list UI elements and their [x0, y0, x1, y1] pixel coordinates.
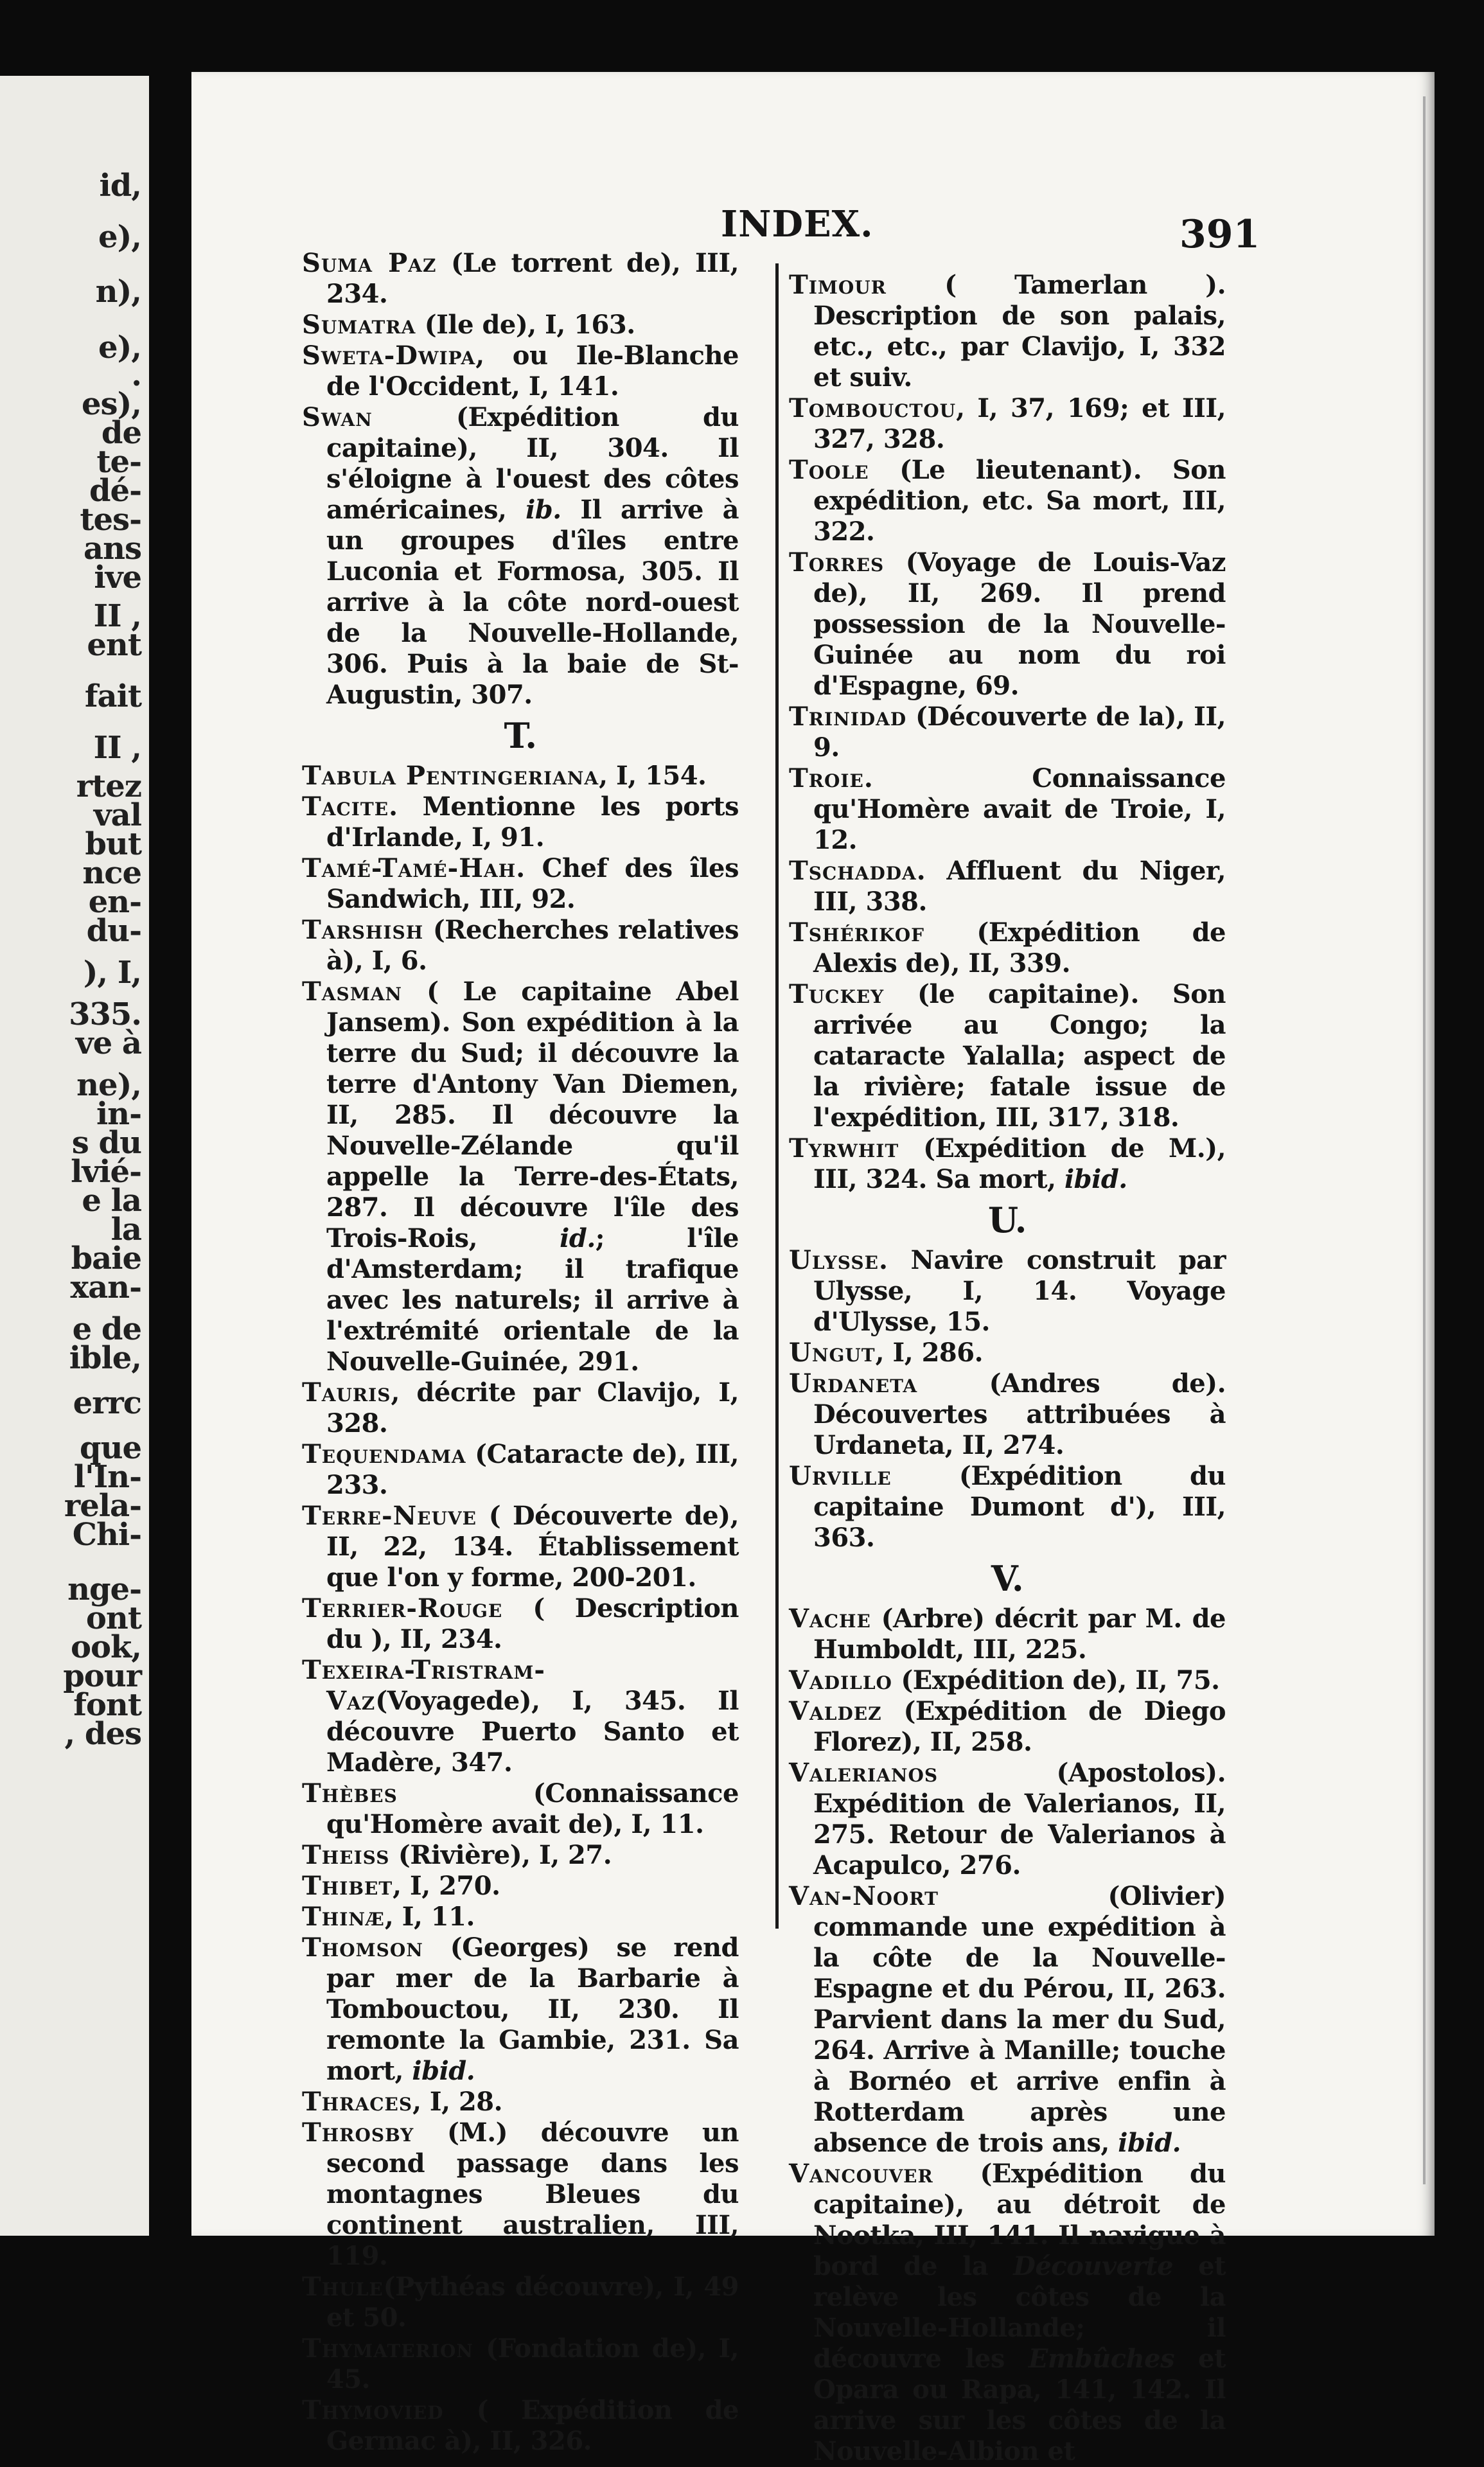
- facing-page-fragment: pour: [63, 1658, 141, 1694]
- facing-page-strip: [0, 76, 149, 2236]
- facing-page-fragment: but: [85, 826, 141, 862]
- entry-headword: Tauris: [302, 1377, 391, 1408]
- index-entry: [789, 1758, 1226, 1881]
- entry-headword: Suma Paz: [302, 248, 437, 278]
- entry-headword: Toole: [789, 455, 869, 485]
- entry-headword: Tyrwhit: [789, 1133, 899, 1163]
- facing-page-fragment: .: [131, 357, 141, 393]
- entry-headword: Texeira-Tristram-Vaz: [302, 1655, 546, 1716]
- index-entry: [789, 702, 1226, 763]
- facing-page-fragment: ), I,: [83, 955, 141, 991]
- facing-page-fragment: font: [73, 1687, 141, 1723]
- index-entry: [302, 915, 739, 977]
- column-divider: [775, 263, 779, 1929]
- index-entry: [302, 1871, 739, 1902]
- facing-page-fragment: ent: [87, 627, 141, 663]
- index-entry: [789, 393, 1226, 455]
- page-number: 391: [1179, 212, 1260, 257]
- index-entry: [302, 2395, 739, 2457]
- index-entry: [789, 2159, 1226, 2467]
- index-entry: [302, 1932, 739, 2087]
- index-entry: [302, 791, 739, 853]
- facing-page-fragment: ve à: [75, 1025, 141, 1061]
- index-entry: [302, 2272, 739, 2333]
- entry-text: ( Tamerlan ). Description de son palais, etc., etc., par Clavijo, I, 332 et suiv.: [813, 270, 1226, 393]
- facing-page-fragment: dé-: [89, 473, 141, 509]
- facing-page-fragment: ive: [94, 560, 141, 596]
- entry-headword: Thymovied: [302, 2395, 444, 2425]
- entry-headword: Tequendama: [302, 1439, 466, 1469]
- facing-page-fragment: ans: [83, 531, 141, 567]
- entry-text: , I, 11.: [384, 1902, 475, 1932]
- entry-text: (le capitaine). Son arrivée au Congo; la cataracte Yalalla; aspect de la rivière; fatale issue de l'expédition, III, 317, 318.: [813, 979, 1226, 1133]
- entry-text: (Expédition du capitaine), au détroit de Nootka, III, 141. Il navigue à bord de la: [813, 2159, 1226, 2281]
- entry-headword: Tombouctou: [789, 393, 957, 423]
- section-letter: U.: [988, 1199, 1027, 1241]
- index-entry: [302, 1439, 739, 1501]
- entry-headword: Thibet: [302, 1871, 393, 1901]
- facing-page-fragment: te-: [96, 444, 141, 480]
- entry-text: . Connaissance qu'Homère avait de Troie, I, 12.: [813, 763, 1226, 855]
- entry-text: , ou Ile-Blanche de l'Occident, I, 141.: [326, 340, 739, 402]
- entry-headword: Thraces: [302, 2087, 413, 2117]
- facing-page-fragment: II ,: [93, 730, 141, 766]
- facing-page-fragment: II ,: [93, 598, 141, 634]
- entry-text: , I, 286.: [875, 1338, 983, 1368]
- entry-headword: Thomson: [302, 1932, 423, 1963]
- entry-text-cont: et Opara ou Rapa, 141, 142. Il arrive sur les côtes de la Nouvelle-Albion et: [813, 2344, 1226, 2466]
- facing-page-fragment: e),: [98, 330, 141, 366]
- facing-page-fragment: in-: [96, 1096, 141, 1132]
- facing-page-fragment: xan-: [70, 1269, 141, 1305]
- index-entry: [302, 310, 739, 340]
- facing-page-fragment: 335.: [69, 996, 141, 1032]
- entry-text: , I, 37, 169; et III, 327, 328.: [813, 393, 1226, 454]
- entry-headword: Thèbes: [302, 1778, 398, 1808]
- entry-text: (Georges) se rend par mer de la Barbarie à Tombouctou, II, 230. Il remonte la Gambie, 231. Sa mort,: [326, 1932, 739, 2086]
- facing-page-fragment: que: [80, 1430, 141, 1466]
- entry-headword: Ulysse: [789, 1245, 879, 1275]
- entry-text-cont: et relève les côtes de la Nouvelle-Hollande; il découvre les: [813, 2251, 1226, 2374]
- entry-headword: Valerianos: [789, 1758, 939, 1788]
- facing-page-fragment: l'In-: [73, 1459, 141, 1495]
- section-letter: T.: [504, 715, 537, 756]
- index-entry: [302, 2087, 739, 2118]
- index-column-left: [302, 248, 739, 2457]
- entry-text: (Voyagede), I, 345. Il découvre Puerto Santo et Madère, 347.: [326, 1686, 739, 1778]
- entry-text: . Mentionne les ports d'Irlande, I, 91.: [326, 791, 739, 853]
- entry-text: (Fondation de), I, 45.: [326, 2333, 739, 2394]
- entry-text: . Affluent du Niger, III, 338.: [813, 856, 1226, 917]
- facing-page-fragment: nce: [82, 855, 141, 891]
- facing-page-fragment: Chi-: [72, 1517, 141, 1553]
- entry-text: . Chef des îles Sandwich, III, 92.: [326, 853, 739, 914]
- entry-headword: Theiss: [302, 1840, 390, 1870]
- entry-text: , décrite par Clavijo, I, 328.: [326, 1377, 739, 1438]
- entry-text: (Ile de), I, 163.: [416, 310, 635, 340]
- entry-headword: Tacite: [302, 791, 389, 822]
- entry-headword: Timour: [789, 270, 887, 300]
- entry-text: ( Découverte de), II, 22, 134. Établissement que l'on y forme, 200-201.: [326, 1501, 739, 1593]
- facing-page-fragment: es),: [82, 386, 141, 422]
- index-entry: [302, 248, 739, 310]
- entry-text: (Olivier) commande une expédition à la côte de la Nouvelle-Espagne et du Pérou, II, 263. Parvient dans la mer du Sud, 264. Arrive à Manille; touche à Bornéo et arrive enfin à Rotterdam après une absence de trois ans,: [813, 1881, 1226, 2158]
- entry-text: (Recherches relatives à), I, 6.: [326, 915, 739, 976]
- facing-page-fragment: errc: [73, 1385, 141, 1421]
- entry-text: (Expédition du capitaine), II, 304. Il s'éloigne à l'ouest des côtes américaines,: [326, 402, 739, 525]
- facing-page-fragment: tes-: [80, 502, 141, 538]
- entry-headword: Tshérikof: [789, 917, 925, 948]
- index-entry: [302, 402, 739, 711]
- index-entry: [789, 763, 1226, 856]
- index-entry: [789, 979, 1226, 1133]
- index-entry: [789, 856, 1226, 917]
- entry-headword: Tuckey: [789, 979, 885, 1009]
- entry-headword: Torres: [789, 547, 885, 578]
- facing-page-fragment: , des: [64, 1716, 141, 1752]
- entry-italic: ibid.: [1118, 2128, 1181, 2158]
- facing-page-fragment: ont: [85, 1600, 141, 1636]
- index-entry: [302, 1501, 739, 1593]
- facing-page-fragment: s du: [71, 1125, 141, 1161]
- entry-text: ( Expédition de Germac à), II, 326.: [326, 2395, 739, 2456]
- entry-italic: Découverte: [1013, 2251, 1174, 2281]
- entry-text: ( Le capitaine Abel Jansem). Son expédition à la terre du Sud; il découvre la terre d'Antony Van Diemen, II, 285. Il découvre la Nouvelle-Zélande qu'il appelle la Terre-des-États, 287. Il découvre l'île des Trois-Rois,: [326, 977, 739, 1253]
- index-entry: [789, 1461, 1226, 1553]
- index-entry: [789, 1245, 1226, 1338]
- index-entry: [789, 1133, 1226, 1195]
- entry-headword: Sweta-Dwipa: [302, 340, 476, 371]
- entry-headword: Vancouver: [789, 2159, 933, 2189]
- index-column-right: [789, 270, 1226, 2467]
- entry-italic: ibid.: [1064, 1164, 1127, 1194]
- entry-headword: Valdez: [789, 1696, 882, 1726]
- facing-page-fragment: fait: [84, 678, 141, 714]
- entry-text: , I, 154.: [599, 761, 707, 791]
- entry-text: (Expédition de M.), III, 324. Sa mort,: [813, 1133, 1226, 1194]
- entry-text: (Le torrent de), III, 234.: [326, 248, 739, 309]
- entry-headword: Ungut: [789, 1338, 876, 1368]
- entry-text: (Pythéas découvre), I, 49 et 50.: [326, 2272, 739, 2333]
- index-entry: [302, 1778, 739, 1840]
- page-title: INDEX.: [721, 203, 874, 245]
- facing-page-fragment: e la: [82, 1183, 141, 1219]
- index-entry: [789, 455, 1226, 547]
- entry-text: , I, 28.: [412, 2087, 503, 2117]
- entry-headword: Van-Noort: [789, 1881, 939, 1911]
- entry-headword: Tabula Pentingeriana: [302, 761, 599, 791]
- entry-headword: Urdaneta: [789, 1368, 918, 1399]
- facing-page-fragment: lvié-: [71, 1154, 141, 1190]
- entry-text: (Expédition de Diego Florez), II, 258.: [813, 1696, 1226, 1757]
- index-entry: [302, 1840, 739, 1871]
- entry-text: (Connaissance qu'Homère avait de), I, 11.: [326, 1778, 739, 1839]
- index-entry: [789, 270, 1226, 393]
- entry-headword: Thule: [302, 2272, 384, 2302]
- entry-text: (Voyage de Louis-Vaz de), II, 269. Il prend possession de la Nouvelle-Guinée au nom du roi d'Espagne, 69.: [813, 547, 1226, 701]
- index-entry: [302, 1377, 739, 1439]
- facing-page-fragment: e de: [72, 1311, 141, 1347]
- index-entry: [789, 917, 1226, 979]
- entry-italic: Embûches: [1028, 2344, 1175, 2374]
- entry-headword: Thymaterion: [302, 2333, 473, 2364]
- facing-page-fragment: val: [93, 797, 141, 833]
- facing-page-fragment: nge-: [67, 1571, 141, 1607]
- entry-headword: Tarshish: [302, 915, 424, 945]
- page-edge: [1423, 96, 1426, 2184]
- facing-page-fragment: e),: [98, 219, 141, 255]
- entry-headword: Terre-Neuve: [302, 1501, 477, 1531]
- index-entry: [302, 761, 739, 791]
- entry-headword: Tasman: [302, 977, 403, 1007]
- entry-headword: Vache: [789, 1604, 871, 1634]
- entry-text: (Apostolos). Expédition de Valerianos, II, 275. Retour de Valerianos à Acapulco, 276.: [813, 1758, 1226, 1880]
- entry-text: (Expédition de Alexis de), II, 339.: [813, 917, 1226, 978]
- entry-headword: Thinæ: [302, 1902, 385, 1932]
- index-entry: [789, 1338, 1226, 1368]
- entry-text: . Navire construit par Ulysse, I, 14. Voyage d'Ulysse, 15.: [813, 1245, 1226, 1337]
- entry-text: (Andres de). Découvertes attribuées à Urdaneta, II, 274.: [813, 1368, 1226, 1460]
- section-letter: V.: [991, 1558, 1024, 1599]
- entry-headword: Urville: [789, 1461, 892, 1491]
- entry-italic: ibid.: [412, 2056, 475, 2086]
- index-entry: [789, 1368, 1226, 1461]
- index-entry: [302, 1593, 739, 1655]
- index-entry: [789, 1696, 1226, 1758]
- facing-page-fragment: rela-: [64, 1488, 141, 1524]
- entry-text: (Rivière), I, 27.: [389, 1840, 612, 1870]
- index-entry: [302, 2333, 739, 2395]
- index-entry: [302, 2118, 739, 2272]
- facing-page-fragment: de: [101, 415, 141, 451]
- entry-italic: ib.: [526, 495, 561, 525]
- entry-text: (Découverte de la), II, 9.: [813, 702, 1226, 763]
- facing-page-fragment: ible,: [69, 1340, 141, 1376]
- facing-page-fragment: ne),: [76, 1067, 141, 1103]
- index-entry: [789, 1604, 1226, 1665]
- entry-text: (Expédition du capitaine Dumont d'), III, 363.: [813, 1461, 1226, 1553]
- entry-text: (Cataracte de), III, 233.: [326, 1439, 739, 1500]
- entry-text-cont: ; l'île d'Amsterdam; il trafique avec les naturels; il arrive à l'extrémité orientale de la Nouvelle-Guinée, 291.: [326, 1223, 739, 1377]
- entry-text: (Expédition de), II, 75.: [892, 1665, 1220, 1695]
- entry-text: (Arbre) décrit par M. de Humboldt, III, 225.: [813, 1604, 1226, 1665]
- index-entry: [302, 1902, 739, 1932]
- index-entry: [789, 1665, 1226, 1696]
- facing-page-fragment: id,: [99, 168, 141, 204]
- facing-page-fragment: ook,: [71, 1629, 141, 1665]
- facing-page-fragment: rtez: [76, 768, 141, 804]
- entry-text: , I, 270.: [393, 1871, 500, 1901]
- entry-headword: Tamé-Tamé-Hah: [302, 853, 517, 883]
- entry-text: (M.) découvre un second passage dans les montagnes Bleues du continent australien, III, 119.: [326, 2118, 739, 2271]
- index-entry: [789, 1881, 1226, 2159]
- index-entry: [302, 977, 739, 1377]
- index-entry: [302, 1655, 739, 1778]
- facing-page-fragment: n),: [95, 274, 141, 310]
- entry-headword: Swan: [302, 402, 373, 432]
- facing-page-fragment: la: [110, 1212, 141, 1248]
- entry-text-cont: Il arrive à un groupes d'îles entre Luconia et Formosa, 305. Il arrive à la côte nord-ouest de la Nouvelle-Hollande, 306. Puis à la baie de St-Augustin, 307.: [326, 495, 739, 710]
- facing-page-fragment: baie: [71, 1241, 141, 1277]
- facing-page-fragment: en-: [88, 884, 141, 920]
- entry-headword: Vadillo: [789, 1665, 892, 1695]
- entry-headword: Trinidad: [789, 702, 907, 732]
- facing-page-fragment: du-: [86, 913, 141, 949]
- entry-italic: id.: [560, 1223, 596, 1253]
- index-entry: [789, 547, 1226, 702]
- entry-headword: Sumatra: [302, 310, 416, 340]
- entry-headword: Troie: [789, 763, 864, 793]
- entry-headword: Terrier-Rouge: [302, 1593, 503, 1623]
- entry-headword: Tschadda: [789, 856, 917, 886]
- index-entry: [302, 853, 739, 915]
- index-entry: [302, 340, 739, 402]
- entry-text: ( Description du ), II, 234.: [326, 1593, 739, 1654]
- entry-text: (Le lieutenant). Son expédition, etc. Sa mort, III, 322.: [813, 455, 1226, 547]
- entry-headword: Throsby: [302, 2118, 414, 2148]
